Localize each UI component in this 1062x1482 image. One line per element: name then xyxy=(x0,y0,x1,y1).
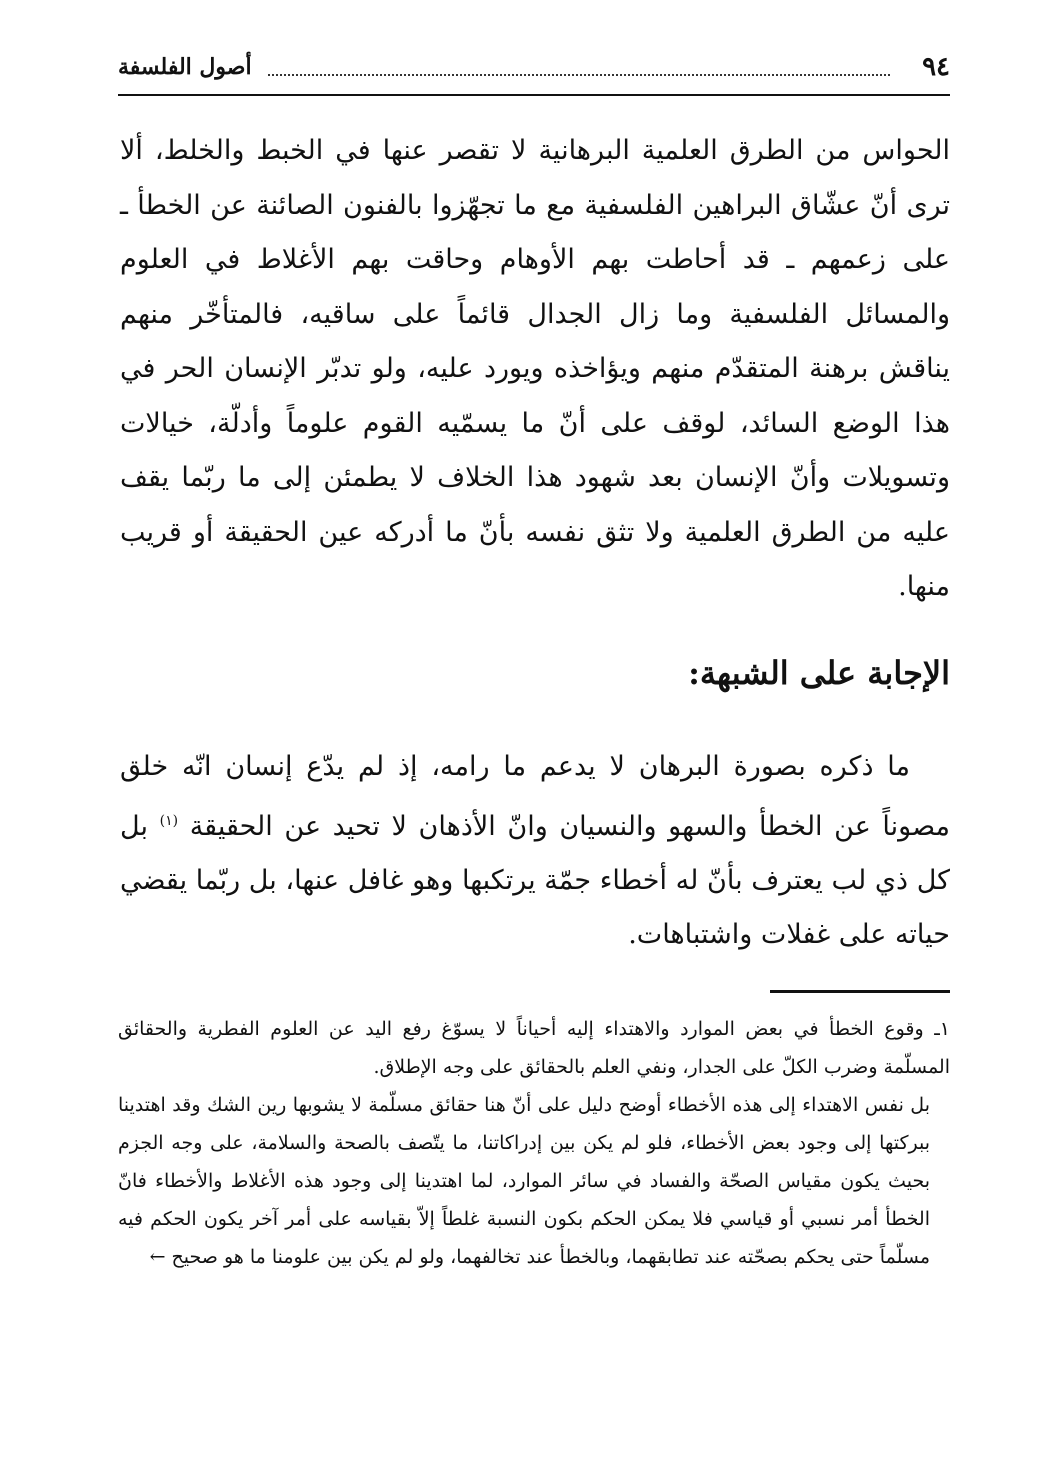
paragraph-2 xyxy=(120,740,950,962)
paragraph-2-part-2: بل كل ذي لب يعترف بأنّ له أخطاء جمّة يرتكبها وهو غافل عنها، بل ربّما يقضي حياته على غفلات واشتباهات. xyxy=(120,811,950,950)
section-heading: الإجابة على الشبهة: xyxy=(688,654,950,692)
running-title: أصول الفلسفة xyxy=(118,54,252,80)
footnotes xyxy=(118,1010,950,1276)
main-text xyxy=(120,124,950,615)
footnote-separator xyxy=(770,990,950,993)
footnote-reference: (١) xyxy=(159,813,179,829)
paragraph-1: الحواس من الطرق العلمية البرهانية لا تقصر عنها في الخبط والخلط، ألا ترى أنّ عشّاق البراهين الفلسفية مع ما تجهّزوا بالفنون الصائنة عن الخطأ ـ على زعمهم ـ قد أحاطت بهم الأوهام وحاقت بهم الأغلاط في العلوم والمسائل الفلسفية وما زال الجدال قائماً على ساقيه، فالمتأخّر منهم يناقش برهنة المتقدّم منهم ويؤاخذه ويورد عليه، ولو تدبّر الإنسان الحر في هذا الوضع السائد، لوقف على أنّ ما يسمّيه القوم علوماً وأدلّة، خيالات وتسويلات وأنّ الإنسان بعد شهود هذا الخلاف لا يطمئن إلى ما ربّما يقف عليه من الطرق العلمية ولا تثق نفسه بأنّ ما أدركه عين الحقيقة أو قريب منها. xyxy=(120,135,950,602)
header-rule xyxy=(118,94,950,96)
footnote-1: ١ـ وقوع الخطأ في بعض الموارد والاهتداء إليه أحياناً لا يسوّغ رفع اليد عن العلوم الفطرية والحقائق المسلّمة وضرب الكلّ على الجدار، ونفي العلم بالحقائق على وجه الإطلاق. xyxy=(118,1018,950,1078)
page-number: ٩٤ xyxy=(922,52,950,82)
page-header xyxy=(118,52,950,92)
header-dotted-leader xyxy=(268,74,890,76)
paragraph-2-part-1: ما ذكره بصورة البرهان لا يدعم ما رامه، إذ لم يدّع إنسان انّه خلق مصوناً عن الخطأ والسهو والنسيان وانّ الأذهان لا تحيد عن الحقيقة xyxy=(120,751,951,842)
footnote-1-continuation: بل نفس الاهتداء إلى هذه الأخطاء أوضح دليل على أنّ هنا حقائق مسلّمة لا يشوبها رين الشك وقد اهتدينا ببركتها إلى وجود بعض الأخطاء، فلو لم يكن بين إدراكاتنا، ما يتّصف بالصحة والسلامة، على وجه الجزم بحيث يكون مقياس الصحّة والفساد في سائر الموارد، لما اهتدينا إلى وجود هذه الأغلاط والأخطاء فانّ الخطأ أمر نسبي أو قياسي فلا يمكن الحكم بكون النسبة غلطاً إلاّ بقياسه على أمر آخر يكون الحكم فيه مسلّماً حتى يحكم بصحّته عند تطابقهما، وبالخطأ عند تخالفهما، ولو لم يكن بين علومنا ما هو صحيح ← xyxy=(118,1094,930,1268)
